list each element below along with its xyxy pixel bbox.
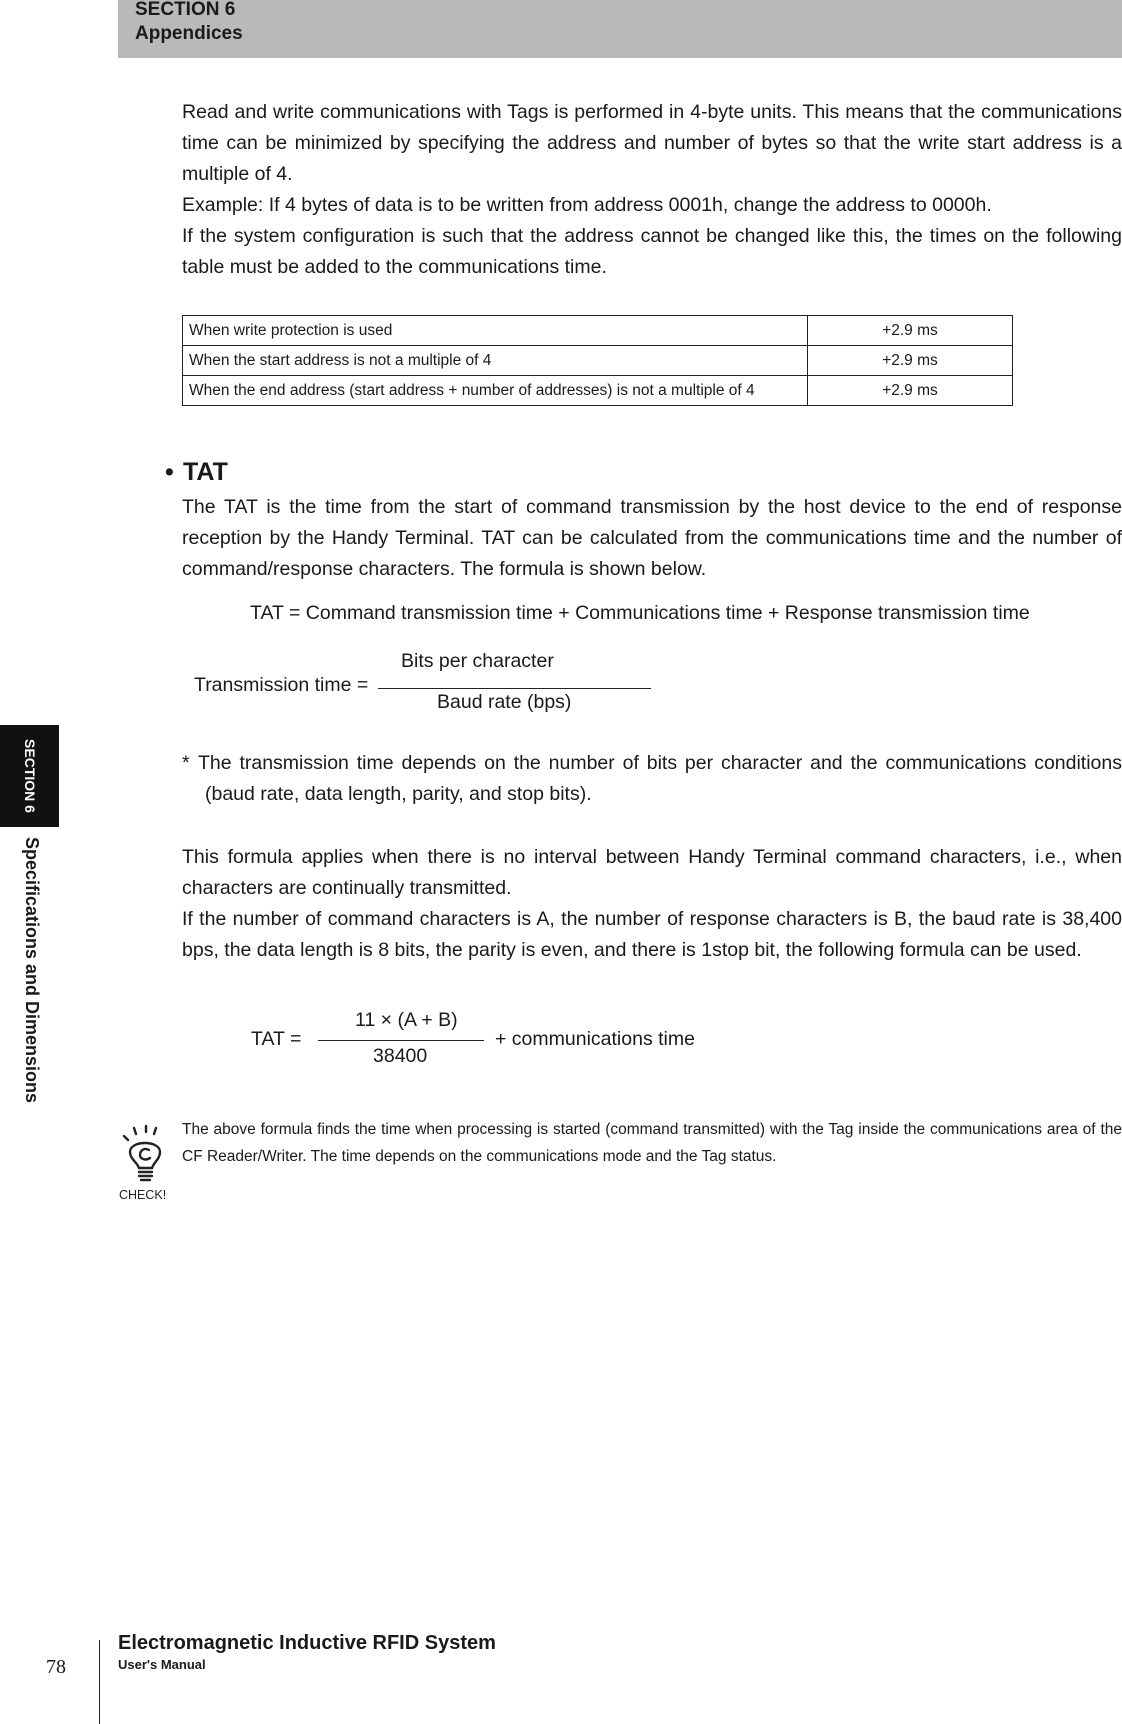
page-number: 78: [46, 1656, 66, 1678]
bullet: •: [165, 458, 174, 486]
tat-heading: [165, 455, 228, 489]
section-title: Appendices: [135, 23, 243, 44]
section-side-tab: [0, 725, 59, 827]
transmission-time-label: Transmission time =: [194, 674, 369, 696]
table-cell-time: +2.9 ms: [808, 316, 1013, 346]
transmission-numerator: Bits per character: [401, 650, 554, 672]
table-cell-condition: When the start address is not a multiple of 4: [183, 346, 808, 376]
tat-paragraph-3: If the number of command characters is A, the number of response characters is B, the baud rate is 38,400 bps, the data length is 8 bits, the parity is even, and there is 1stop bit, the following formula can be used.: [182, 908, 1122, 961]
tat-formula: TAT = Command transmission time + Communications time + Response transmission time: [250, 602, 1030, 624]
check-note-text: The above formula finds the time when processing is started (command transmitted) with the Tag inside the communications area of the CF Reader/Writer. The time depends on the communications mode and the Tag status.: [182, 1121, 1122, 1165]
footer-subtitle: User's Manual: [118, 1657, 206, 1672]
footnote-marker: *: [182, 752, 190, 774]
fraction-bar: [318, 1040, 484, 1041]
tat-heading-text: TAT: [183, 458, 228, 486]
additional-time-table: [182, 315, 1013, 406]
side-tab-label: SECTION 6: [22, 739, 38, 813]
transmission-denominator: Baud rate (bps): [437, 691, 572, 713]
table-cell-time: +2.9 ms: [808, 346, 1013, 376]
check-label: CHECK!: [119, 1188, 167, 1202]
intro-paragraph-2: Example: If 4 bytes of data is to be written from address 0001h, change the address to 0000h.: [182, 194, 992, 216]
intro-paragraph-1: Read and write communications with Tags is performed in 4-byte units. This means that the communications time can be minimized by specifying the address and number of bytes so that the write start address is a multiple of 4.: [182, 101, 1122, 185]
formula2-numerator: 11 × (A + B): [355, 1009, 458, 1031]
tat-paragraph-1: The TAT is the time from the start of command transmission by the host device to the end of response reception by the Handy Terminal. TAT can be calculated from the communications time and the number of command/response characters. The formula is shown below.: [182, 496, 1122, 580]
footer-divider: [99, 1640, 100, 1724]
intro-paragraph-3: If the system configuration is such that the address cannot be changed like this, the times on the following table must be added to the communications time.: [182, 225, 1122, 278]
section-header: [118, 0, 1122, 58]
section-number: SECTION 6: [135, 0, 236, 20]
table-cell-time: +2.9 ms: [808, 376, 1013, 406]
table-cell-condition: When the end address (start address + number of addresses) is not a multiple of 4: [183, 376, 808, 406]
tat-paragraph-2: This formula applies when there is no interval between Handy Terminal command characters, i.e., when characters are continually transmitted.: [182, 846, 1122, 899]
check-icon: [116, 1123, 176, 1203]
footnote-text: The transmission time depends on the number of bits per character and the communications conditions (baud rate, data length, parity, and stop bits).: [198, 752, 1122, 805]
footer-title: Electromagnetic Inductive RFID System: [118, 1632, 496, 1654]
table-row: [183, 376, 1013, 406]
side-section-title: Specifications and Dimensions: [22, 837, 42, 1104]
formula2-denominator: 38400: [373, 1045, 428, 1067]
formula2-lhs: TAT =: [251, 1028, 302, 1050]
table-cell-condition: When write protection is used: [183, 316, 808, 346]
table-row: [183, 316, 1013, 346]
table-row: [183, 346, 1013, 376]
lightbulb-icon: [116, 1123, 176, 1203]
formula2-rhs: + communications time: [495, 1028, 695, 1050]
